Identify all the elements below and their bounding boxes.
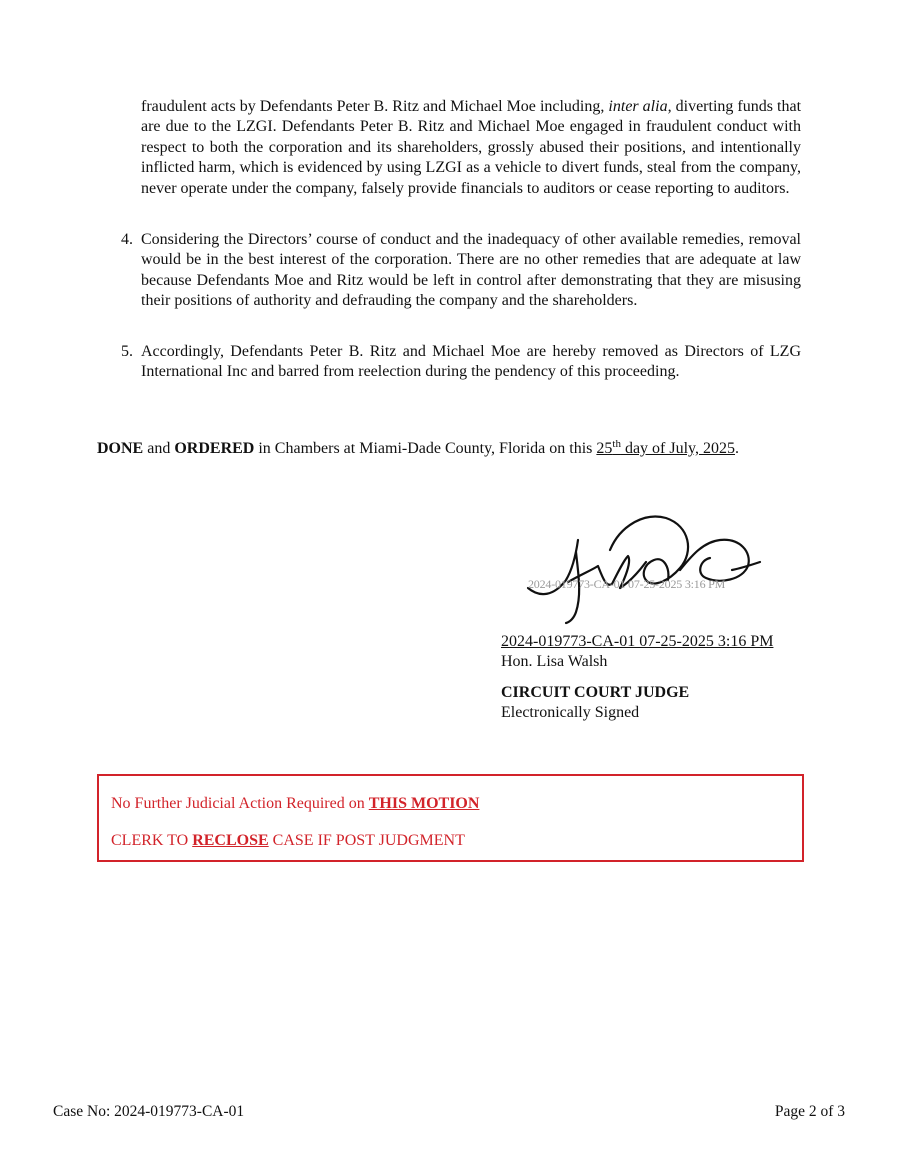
notice-line-2-pre: CLERK TO: [111, 832, 193, 849]
handwritten-signature: [520, 512, 800, 630]
chambers-text: in Chambers at Miami-Dade County, Florida on this: [254, 440, 597, 457]
notice-line-1-text: No Further Judicial Action Required on: [111, 795, 369, 812]
para-text-post: diverting funds that are due to the LZGI. Defendants Peter B. Ritz and Michael Moe engaged in fraudulent conduct with respect to both the corporation and its shareholders, grossly abused their positions, and intentionally inflicted harm, which is evidenced by using LZGI as a vehicle to divert funds, steal from the company, never operate under the company, falsely provide financials to auditors or cease reporting to auditors.: [141, 98, 802, 197]
notice-line-2: [111, 831, 465, 851]
judge-title: CIRCUIT COURT JUDGE: [501, 684, 690, 701]
order-period: .: [735, 440, 740, 457]
paragraph-text: Accordingly, Defendants Peter B. Ritz and Michael Moe are hereby removed as Directors of LZG International Inc and barred from reelection during the pendency of this proceeding.: [141, 343, 801, 381]
notice-line-2-post: CASE IF POST JUDGMENT: [268, 832, 465, 849]
paragraph-text: Considering the Directors’ course of conduct and the inadequacy of other available remedies, removal would be in the best interest of the corporation. There are no other remedies that are adequate at law because Defendants Moe and Ritz would be left in control after demonstrating that they are misusing their positions of authority and defrauding the company and the shareholders.: [141, 231, 801, 310]
para-text-pre: fraudulent acts by Defendants Peter B. Ritz and Michael Moe including,: [141, 98, 609, 115]
clerk-notice-box: [97, 774, 804, 862]
signature-block: [501, 632, 821, 723]
notice-line-1: [111, 794, 479, 814]
numbered-paragraph-5: [121, 342, 801, 383]
signature-area: [520, 512, 800, 630]
and-text: and: [143, 440, 175, 457]
numbered-paragraph-4: [121, 230, 801, 312]
notice-this-motion: THIS MOTION: [368, 795, 480, 812]
signature-stamp-overlay: 2024-019773-CA-01 07-25-2025 3:16 PM: [528, 577, 726, 591]
order-date-rest: day of July, 2025: [620, 440, 736, 457]
para-text-italic: inter alia,: [608, 98, 672, 115]
order-day-suffix: th: [612, 438, 621, 450]
paragraph-continuation: [141, 97, 801, 199]
judge-name: Hon. Lisa Walsh: [501, 653, 608, 670]
paragraph-number: 5.: [121, 343, 133, 360]
done-and-ordered: [97, 438, 777, 459]
order-date: [596, 440, 735, 457]
footer-page-number: Page 2 of 3: [774, 1103, 845, 1120]
signature-timestamp: 2024-019773-CA-01 07-25-2025 3:16 PM: [501, 633, 774, 650]
footer-case-number: Case No: 2024-019773-CA-01: [53, 1103, 245, 1120]
signature-method: Electronically Signed: [501, 704, 640, 721]
ordered-label: ORDERED: [174, 440, 255, 457]
order-day: 25: [596, 440, 613, 457]
done-label: DONE: [97, 440, 144, 457]
paragraph-number: 4.: [121, 231, 133, 248]
notice-reclose: RECLOSE: [192, 832, 269, 849]
